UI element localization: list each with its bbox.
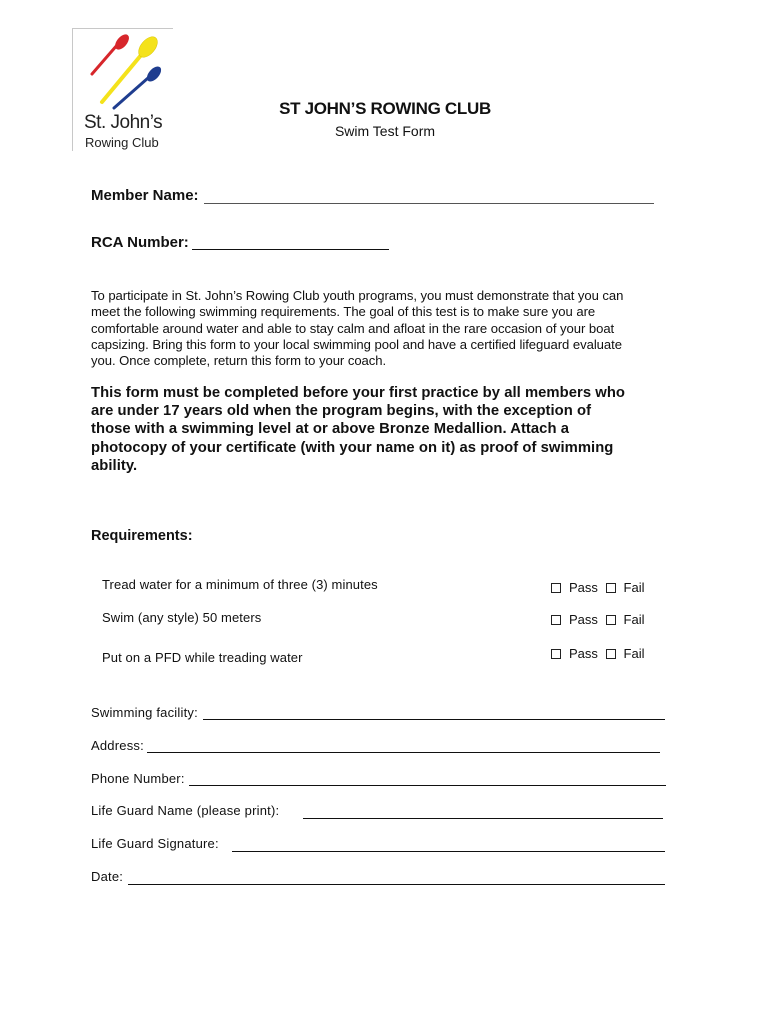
requirement-result	[551, 646, 644, 661]
requirement-label: Tread water for a minimum of three (3) minutes	[102, 577, 378, 592]
intro-line: To participate in St. John’s Rowing Club youth programs, you must demonstrate that you can	[91, 288, 624, 303]
fail-label: Fail	[623, 612, 645, 627]
intro-line: capsizing. Bring this form to your local swimming pool and have a certified lifeguard evaluate	[91, 336, 622, 352]
rca-number-label: RCA Number:	[91, 234, 189, 251]
fail-checkbox[interactable]	[606, 615, 616, 625]
swimming-facility-label: Swimming facility:	[91, 705, 198, 720]
pass-label: Pass	[569, 580, 598, 595]
notice-line: This form must be completed before your first practice by all members who	[91, 385, 625, 401]
address-field[interactable]	[147, 752, 660, 753]
notice-line: photocopy of your certificate (with your name on it) as proof of swimming	[91, 439, 614, 456]
notice-paragraph	[91, 384, 671, 475]
fail-label: Fail	[623, 646, 645, 661]
oars-logo-icon	[84, 32, 174, 112]
lifeguard-signature-field[interactable]	[232, 851, 665, 852]
pass-label: Pass	[569, 612, 598, 627]
lifeguard-name-field[interactable]	[303, 818, 663, 819]
notice-line: ability.	[91, 457, 138, 474]
rca-number-field[interactable]	[192, 249, 389, 250]
phone-number-field[interactable]	[189, 785, 666, 786]
requirement-result	[551, 612, 644, 627]
intro-line: comfortable around water and able to stay calm and afloat in the rare occasion of your boat	[91, 320, 615, 336]
pass-checkbox[interactable]	[551, 649, 561, 659]
lifeguard-signature-label: Life Guard Signature:	[91, 836, 219, 851]
intro-line: meet the following swimming requirements. The goal of this test is to make sure you are	[91, 304, 596, 320]
page-title: ST JOHN’S ROWING CLUB	[279, 99, 491, 118]
address-label: Address:	[91, 738, 144, 753]
fail-checkbox[interactable]	[606, 583, 616, 593]
requirements-title: Requirements:	[91, 528, 193, 544]
requirement-label: Put on a PFD while treading water	[102, 650, 303, 665]
swimming-facility-field[interactable]	[203, 719, 665, 720]
member-name-field[interactable]	[204, 203, 654, 204]
requirement-result	[551, 580, 644, 595]
phone-number-label: Phone Number:	[91, 771, 185, 786]
notice-line: those with a swimming level at or above Bronze Medallion. Attach a	[91, 421, 569, 438]
page-subtitle: Swim Test Form	[334, 123, 436, 139]
fail-checkbox[interactable]	[606, 649, 616, 659]
fail-label: Fail	[623, 580, 645, 595]
date-field[interactable]	[128, 884, 665, 885]
pass-label: Pass	[569, 646, 598, 661]
pass-checkbox[interactable]	[551, 615, 561, 625]
member-name-label: Member Name:	[91, 187, 199, 204]
requirement-label: Swim (any style) 50 meters	[102, 610, 262, 625]
date-label: Date:	[91, 869, 124, 884]
intro-paragraph	[91, 288, 666, 369]
lifeguard-name-label: Life Guard Name (please print):	[91, 803, 280, 818]
logo-text-line2: Rowing Club	[85, 135, 159, 150]
pass-checkbox[interactable]	[551, 583, 561, 593]
logo-text-line1: St. John’s	[84, 112, 163, 133]
notice-line: are under 17 years old when the program begins, with the exception of	[91, 403, 592, 420]
intro-line: you. Once complete, return this form to your coach.	[91, 353, 387, 369]
form-header	[270, 99, 500, 139]
